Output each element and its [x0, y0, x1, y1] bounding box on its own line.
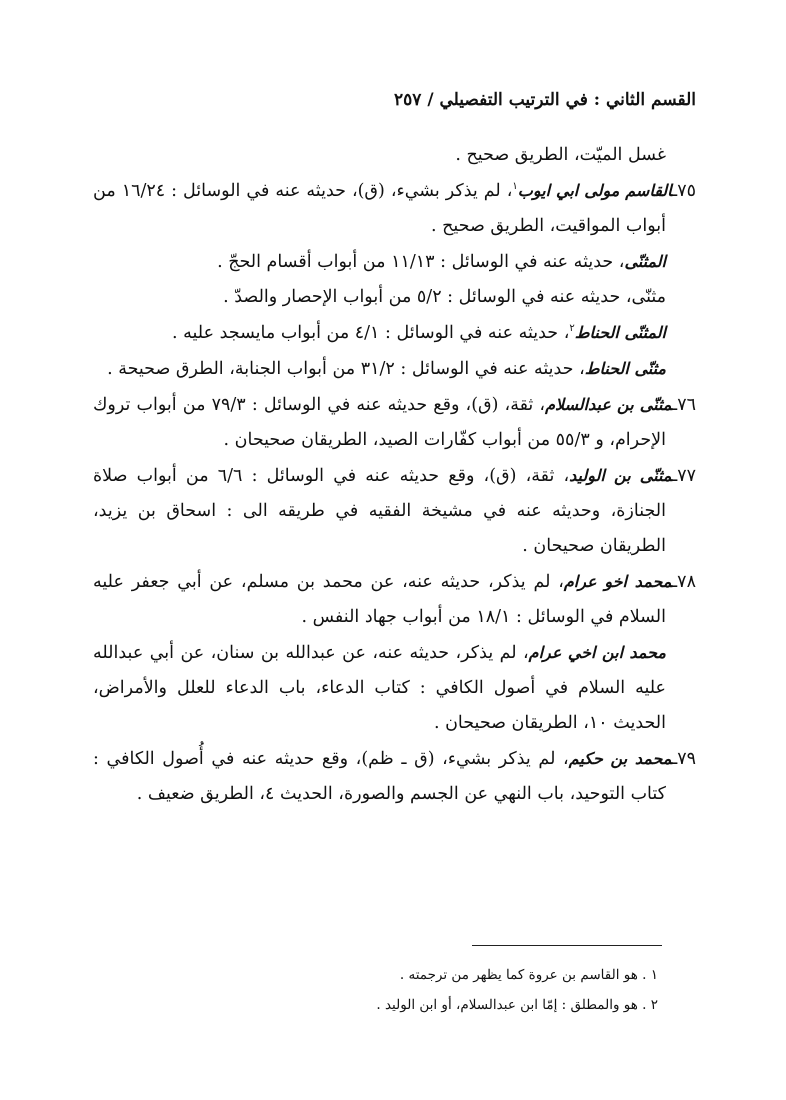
continuation-line: غسل الميّت، الطريق صحيح . [455, 145, 666, 165]
running-header: القسم الثاني : في الترتيب التفصيلي / ٢٥٧ [394, 90, 696, 110]
entry-79 [93, 741, 696, 812]
entry-text: ، حديثه عنه في الوسائل : ٤/١ من أبواب مايسجد عليه . [172, 323, 570, 343]
entry-75-line-2 [93, 244, 696, 280]
footnote-1: ١ . هو القاسم بن عروة كما يظهر من ترجمته . [399, 967, 658, 983]
footnote-separator [472, 945, 662, 946]
entry-number: ٧٨ـ [672, 572, 696, 592]
entry-text: ، حديثه عنه في الوسائل : ٣١/٢ من أبواب الجنابة، الطرق صحيحة . [107, 359, 585, 379]
page-body [93, 138, 696, 812]
entry-number: ٧٥ـ [672, 181, 696, 201]
entry-text: ، لم يذكر بشيء، (ق ـ ظم)، وقع حديثه عنه في أُصول الكافي : كتاب التوحيد، باب النهي عن الجسم والصورة، الحديث ٤، الطريق ضعيف . [93, 749, 666, 804]
entry-text: ، لم يذكر، حديثه عنه، عن محمد بن مسلم، عن أبي جعفر عليه السلام في الوسائل : ١٨/١ من أبواب جهاد النفس . [93, 572, 666, 627]
entry-number: ٧٦ـ [672, 395, 696, 415]
footnote-2: ٢ . هو والمطلق : إمّا ابن عبدالسلام، أو ابن الوليد . [376, 997, 658, 1013]
narrator-name: مثنّى الحناط [584, 359, 666, 378]
narrator-name: مثنّى بن عبدالسلام [545, 395, 673, 414]
narrator-name: مثنّى بن الوليد [569, 466, 673, 485]
entry-78 [93, 564, 696, 635]
entry-number: ٧٧ـ [672, 466, 697, 486]
entry-77 [93, 458, 696, 564]
entry-text: ، ثقة، (ق)، وقع حديثه عنه في الوسائل : ٧٩/٣ من أبواب تروك الإحرام، و ٥٥/٣ من أبواب كفّارات الصيد، الطريقان صحيحان . [93, 395, 666, 450]
narrator-name: القاسم مولى ابي ايوب [517, 181, 673, 200]
entry-75-line-5 [93, 351, 696, 387]
entry-text: ، ثقة، (ق)، وقع حديثه عنه في الوسائل : ٦/٦ من أبواب صلاة الجنازة، وحديثه عنه في مشيخة الفقيه في طريقه الى : اسحاق بن يزيد، الطريقان صحيحان . [93, 466, 666, 556]
entry-text: ، لم يذكر، حديثه عنه، عن عبدالله بن سنان، عن أبي عبدالله عليه السلام في أصول الكافي : كتاب الدعاء، باب الدعاء للعلل والأمراض، الحديث ١٠، الطريقان صحيحان . [93, 643, 666, 733]
narrator-name: محمد ابن اخي عرام [528, 643, 666, 662]
entry-text: ، حديثه عنه في الوسائل : ١١/١٣ من أبواب أقسام الحجّ . [217, 252, 625, 272]
entry-75 [93, 173, 696, 244]
footnotes [376, 960, 658, 1020]
entry-text: ، لم يذكر بشيء، (ق)، حديثه عنه في الوسائل : ١٦/٢٤ من أبواب المواقيت، الطريق صحيح . [93, 181, 666, 236]
narrator-name: المثنّى الحناط [574, 323, 666, 342]
narrator-name: المثنّى [624, 252, 666, 271]
entry-78-line-2 [93, 635, 696, 741]
footnote-ref: ٢ [569, 323, 575, 335]
narrator-name: محمد بن حكيم [568, 749, 673, 768]
entry-number: ٧٩ـ [672, 749, 697, 769]
entry-76 [93, 387, 696, 458]
entry-75-line-3: مثنّى، حديثه عنه في الوسائل : ٥/٢ من أبواب الإحصار والصدّ . [223, 287, 666, 307]
entry-75-line-4 [93, 315, 696, 351]
narrator-name: محمد اخو عرام [563, 572, 673, 591]
footnote-ref: ١ [512, 181, 518, 193]
